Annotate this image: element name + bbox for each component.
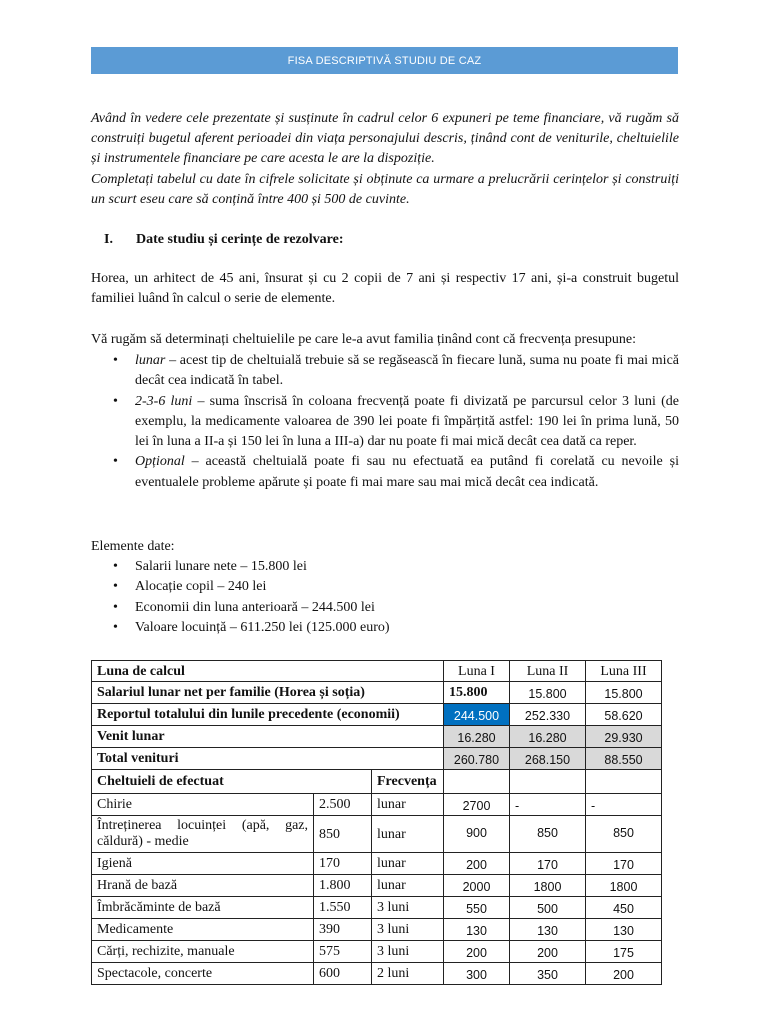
expense-amount: 1.550 xyxy=(314,897,372,919)
table-row xyxy=(92,748,662,770)
expense-amount: 1.800 xyxy=(314,875,372,897)
expense-frequency: lunar xyxy=(372,816,444,853)
table-row xyxy=(92,704,662,726)
cell-month-3: 88.550 xyxy=(586,748,662,770)
expense-amount: 170 xyxy=(314,853,372,875)
row-label: Salariul lunar net per familie (Horea și soția) xyxy=(92,682,444,704)
table-row xyxy=(92,941,662,963)
intro-paragraph: Având în vedere cele prezentate și susținute în cadrul celor 6 expuneri pe teme financiare, vă rugăm să construiți bugetul aferent perioadei din viața personajului descris, ținând cont de veniturile, cheltuielile și instrumentele financiare pe care acesta le are la dispoziție. xyxy=(91,111,679,167)
given-item: Salarii lunare nete – 15.800 lei xyxy=(135,559,307,574)
bullet-icon: • xyxy=(113,599,118,615)
cell-month-1: 900 xyxy=(444,816,510,853)
expense-frequency: 3 luni xyxy=(372,941,444,963)
intro-paragraph: Completați tabelul cu date în cifrele solicitate și obținute ca urmare a prelucrării cerințelor și construiți un scurt eseu care să conțină între 400 și 500 de cuvinte. xyxy=(91,171,679,207)
intro-instructions xyxy=(91,109,679,210)
row-label: Total venituri xyxy=(92,748,444,770)
list-item xyxy=(91,577,679,597)
list-item xyxy=(91,557,679,577)
section-title: Date studiu și cerințe de rezolvare: xyxy=(136,232,344,247)
frequency-term: lunar xyxy=(135,353,166,368)
list-item xyxy=(91,618,679,638)
table-row xyxy=(92,726,662,748)
cell-month-3: 29.930 xyxy=(586,726,662,748)
bullet-icon: • xyxy=(113,393,118,409)
empty-cell xyxy=(444,770,510,794)
cell-month-1: 2000 xyxy=(444,875,510,897)
expense-name: Cărți, rechizite, manuale xyxy=(92,941,314,963)
header-month-1: Luna I xyxy=(444,661,510,682)
table-row xyxy=(92,816,662,853)
frequency-text: – acest tip de cheltuială trebuie să se regăsească în fiecare lună, suma nu poate fi mai mică decât cea indicată în tabel. xyxy=(135,353,679,389)
cell-month-1: 15.800 xyxy=(444,682,510,704)
expense-amount: 390 xyxy=(314,919,372,941)
cell-month-3: - xyxy=(586,794,662,816)
section-number: I. xyxy=(104,232,113,247)
expense-frequency: 3 luni xyxy=(372,897,444,919)
table-header-row xyxy=(92,661,662,682)
frequency-term: Opțional xyxy=(135,454,185,470)
table-row xyxy=(92,897,662,919)
given-item: Alocație copil – 240 lei xyxy=(135,579,267,595)
expense-frequency: lunar xyxy=(372,875,444,897)
expense-amount: 600 xyxy=(314,963,372,985)
expense-name: Îmbrăcăminte de bază xyxy=(92,897,314,919)
table-row xyxy=(92,853,662,875)
cell-month-1: 260.780 xyxy=(444,748,510,770)
cell-month-3: 170 xyxy=(586,853,662,875)
cell-month-3: 58.620 xyxy=(586,704,662,726)
expense-amount: 850 xyxy=(314,816,372,853)
given-item: Economii din luna anterioară – 244.500 lei xyxy=(135,599,375,615)
frequency-list xyxy=(91,351,679,493)
cell-month-2: 1800 xyxy=(510,875,586,897)
cell-month-1: 2700 xyxy=(444,794,510,816)
header-label: Luna de calcul xyxy=(92,661,444,682)
expense-amount: 575 xyxy=(314,941,372,963)
expense-header-label: Cheltuieli de efectuat xyxy=(92,770,372,794)
bullet-icon: • xyxy=(113,454,118,470)
expense-frequency: 2 luni xyxy=(372,963,444,985)
table-row xyxy=(92,875,662,897)
cell-month-1: 300 xyxy=(444,963,510,985)
cell-month-2: 170 xyxy=(510,853,586,875)
frequency-text: – această cheltuială poate fi sau nu efectuată ea putând fi corelată cu nevoile și eventualele probleme apărute și poate fi mai mare sau mai mică decât cea indicată. xyxy=(135,454,679,490)
cell-month-2: - xyxy=(510,794,586,816)
expense-name: Hrană de bază xyxy=(92,875,314,897)
task-description xyxy=(91,330,679,350)
cell-month-3: 450 xyxy=(586,897,662,919)
empty-cell xyxy=(586,770,662,794)
cell-month-2: 850 xyxy=(510,816,586,853)
bullet-icon: • xyxy=(113,619,118,635)
cell-month-3: 200 xyxy=(586,963,662,985)
bullet-icon: • xyxy=(113,559,118,574)
cell-month-3: 1800 xyxy=(586,875,662,897)
header-month-2: Luna II xyxy=(510,661,586,682)
table-row xyxy=(92,794,662,816)
expense-name: Întreținerea locuinței (apă, gaz, căldură) - medie xyxy=(92,816,314,853)
bullet-icon: • xyxy=(113,579,118,595)
empty-cell xyxy=(510,770,586,794)
given-item: Valoare locuință – 611.250 lei (125.000 euro) xyxy=(135,619,390,635)
cell-month-2: 16.280 xyxy=(510,726,586,748)
frequency-text: – suma înscrisă în coloana frecvență poate fi divizată pe parcursul celor 3 luni (de exemplu, la medicamente valoarea de 390 lei poate fi împărțită astfel: 190 lei în prima lună, 50 lei în luna a II-a și 150 lei în luna a III-a) dar nu poate fi mai mică decât cea dată ca reper. xyxy=(135,393,679,450)
list-item xyxy=(91,392,679,453)
section-heading xyxy=(104,232,344,248)
table-row xyxy=(92,963,662,985)
given-list xyxy=(91,557,679,638)
cell-month-1: 200 xyxy=(444,853,510,875)
list-item xyxy=(91,452,679,493)
table-row xyxy=(92,682,662,704)
cell-month-3: 15.800 xyxy=(586,682,662,704)
expense-amount: 2.500 xyxy=(314,794,372,816)
expense-name: Spectacole, concerte xyxy=(92,963,314,985)
case-paragraph: Horea, un arhitect de 45 ani, însurat și cu 2 copii de 7 ani și respectiv 17 ani, și-a construit bugetul familiei luând în calcul o serie de elemente. xyxy=(91,271,679,307)
cell-month-1: 16.280 xyxy=(444,726,510,748)
task-paragraph: Vă rugăm să determinați cheltuielile pe care le-a avut familia ținând cont că frecvența presupune: xyxy=(91,332,636,347)
budget-table xyxy=(91,660,662,985)
expense-frequency: lunar xyxy=(372,794,444,816)
cell-month-2: 350 xyxy=(510,963,586,985)
expense-name: Chirie xyxy=(92,794,314,816)
frequency-header: Frecvența xyxy=(372,770,444,794)
cell-month-3: 130 xyxy=(586,919,662,941)
case-description xyxy=(91,269,679,309)
bullet-icon: • xyxy=(113,353,118,368)
expense-frequency: lunar xyxy=(372,853,444,875)
cell-month-2: 252.330 xyxy=(510,704,586,726)
document-title-banner: FISA DESCRIPTIVĂ STUDIU DE CAZ xyxy=(91,47,678,74)
cell-month-1: 200 xyxy=(444,941,510,963)
cell-month-1: 550 xyxy=(444,897,510,919)
cell-month-2: 268.150 xyxy=(510,748,586,770)
cell-month-2: 200 xyxy=(510,941,586,963)
expense-name: Medicamente xyxy=(92,919,314,941)
list-item xyxy=(91,351,679,392)
expense-frequency: 3 luni xyxy=(372,919,444,941)
expense-name: Igienă xyxy=(92,853,314,875)
cell-month-2: 15.800 xyxy=(510,682,586,704)
cell-month-2: 130 xyxy=(510,919,586,941)
row-label: Venit lunar xyxy=(92,726,444,748)
cell-month-3: 175 xyxy=(586,941,662,963)
table-row xyxy=(92,919,662,941)
frequency-term: 2-3-6 luni xyxy=(135,393,193,409)
given-heading: Elemente date: xyxy=(91,539,175,554)
given-label xyxy=(91,537,679,557)
header-month-3: Luna III xyxy=(586,661,662,682)
list-item xyxy=(91,598,679,618)
cell-month-2: 500 xyxy=(510,897,586,919)
expense-header-row xyxy=(92,770,662,794)
cell-month-3: 850 xyxy=(586,816,662,853)
row-label: Reportul totalului din lunile precedente (economii) xyxy=(92,704,444,726)
cell-month-1-selected[interactable]: 244.500 xyxy=(444,704,510,726)
cell-month-1: 130 xyxy=(444,919,510,941)
